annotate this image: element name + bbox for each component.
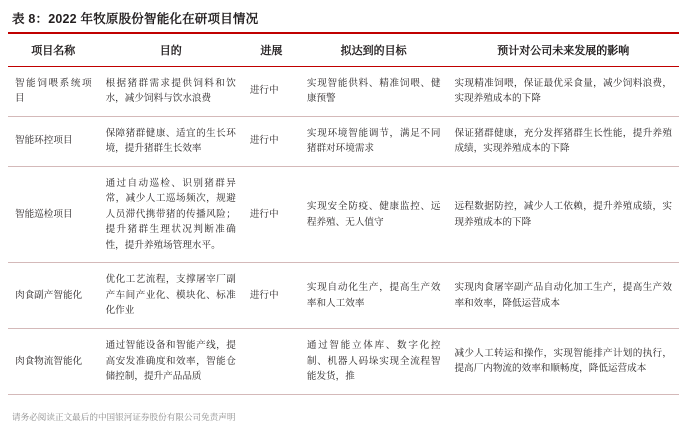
cell-purpose: 通过自动巡检、识别猪群异常，减少人工巡场频次，规避人员滞代携带猪的传播风险；提升猪群生理状况判断准确性，提升养殖场管理水平。 — [99, 166, 243, 263]
cell-progress — [243, 328, 300, 394]
table-row — [8, 263, 679, 329]
column-header-purpose: 目的 — [99, 34, 243, 67]
cell-impact: 保证猪群健康，充分发挥猪群生长性能，提升养殖成绩，实现养殖成本的下降 — [447, 116, 679, 166]
table-row — [8, 328, 679, 394]
column-header-goal: 拟达到的目标 — [300, 34, 448, 67]
column-header-name: 项目名称 — [8, 34, 99, 67]
column-header-impact: 预计对公司未来发展的影响 — [447, 34, 679, 67]
cell-progress: 进行中 — [243, 263, 300, 329]
cell-goal: 通过智能立体库、数字化控制、机器人码垛实现全流程智能发货，推 — [300, 328, 448, 394]
cell-project-name: 智能饲喂系统项目 — [8, 66, 99, 116]
cell-goal: 实现环境智能调节，满足不同猪群对环境需求 — [300, 116, 448, 166]
cell-purpose: 保障猪群健康、适宜的生长环境，提升猪群生长效率 — [99, 116, 243, 166]
cell-impact: 远程数据防控，减少人工依赖，提升养殖成绩，实现养殖成本的下降 — [447, 166, 679, 263]
cell-project-name: 肉食副产智能化 — [8, 263, 99, 329]
table-row — [8, 66, 679, 116]
cell-progress: 进行中 — [243, 116, 300, 166]
cell-purpose: 通过智能设备和智能产线，提高安发准确度和效率，智能仓储控制，提升产品品质 — [99, 328, 243, 394]
table-header — [8, 34, 679, 67]
cell-purpose: 根据猪群需求提供饲料和饮水，减少饲料与饮水浪费 — [99, 66, 243, 116]
cell-impact: 实现肉食屠宰副产品自动化加工生产，提高生产效率和效率，降低运营成本 — [447, 263, 679, 329]
cell-progress: 进行中 — [243, 66, 300, 116]
cell-impact: 减少人工转运和操作，实现智能排产计划的执行，提高厂内物流的效率和顺畅度，降低运营成本 — [447, 328, 679, 394]
cell-impact: 实现精准饲喂，保证最优采食量，减少饲料浪费，实现养殖成本的下降 — [447, 66, 679, 116]
cell-goal: 实现自动化生产，提高生产效率和人工效率 — [300, 263, 448, 329]
table-title: 表 8：2022 年牧原股份智能化在研项目情况 — [12, 12, 259, 26]
table-row — [8, 166, 679, 263]
cell-goal: 实现安全防疫、健康监控、远程养殖、无人值守 — [300, 166, 448, 263]
cell-goal: 实现智能供料、精准饲喂、健康预警 — [300, 66, 448, 116]
cell-project-name: 肉食物流智能化 — [8, 328, 99, 394]
research-projects-table — [8, 34, 679, 395]
page-footer-disclaimer: 请务必阅读正文最后的中国银河证券股份有限公司免责声明 — [12, 412, 236, 422]
table-row — [8, 116, 679, 166]
table-body — [8, 66, 679, 394]
cell-project-name: 智能环控项目 — [8, 116, 99, 166]
table-header-row — [8, 34, 679, 67]
cell-project-name: 智能巡检项目 — [8, 166, 99, 263]
column-header-progress: 进展 — [243, 34, 300, 67]
cell-purpose: 优化工艺流程，支撑屠宰厂副产车间产业化、模块化、标准化作业 — [99, 263, 243, 329]
cell-progress: 进行中 — [243, 166, 300, 263]
